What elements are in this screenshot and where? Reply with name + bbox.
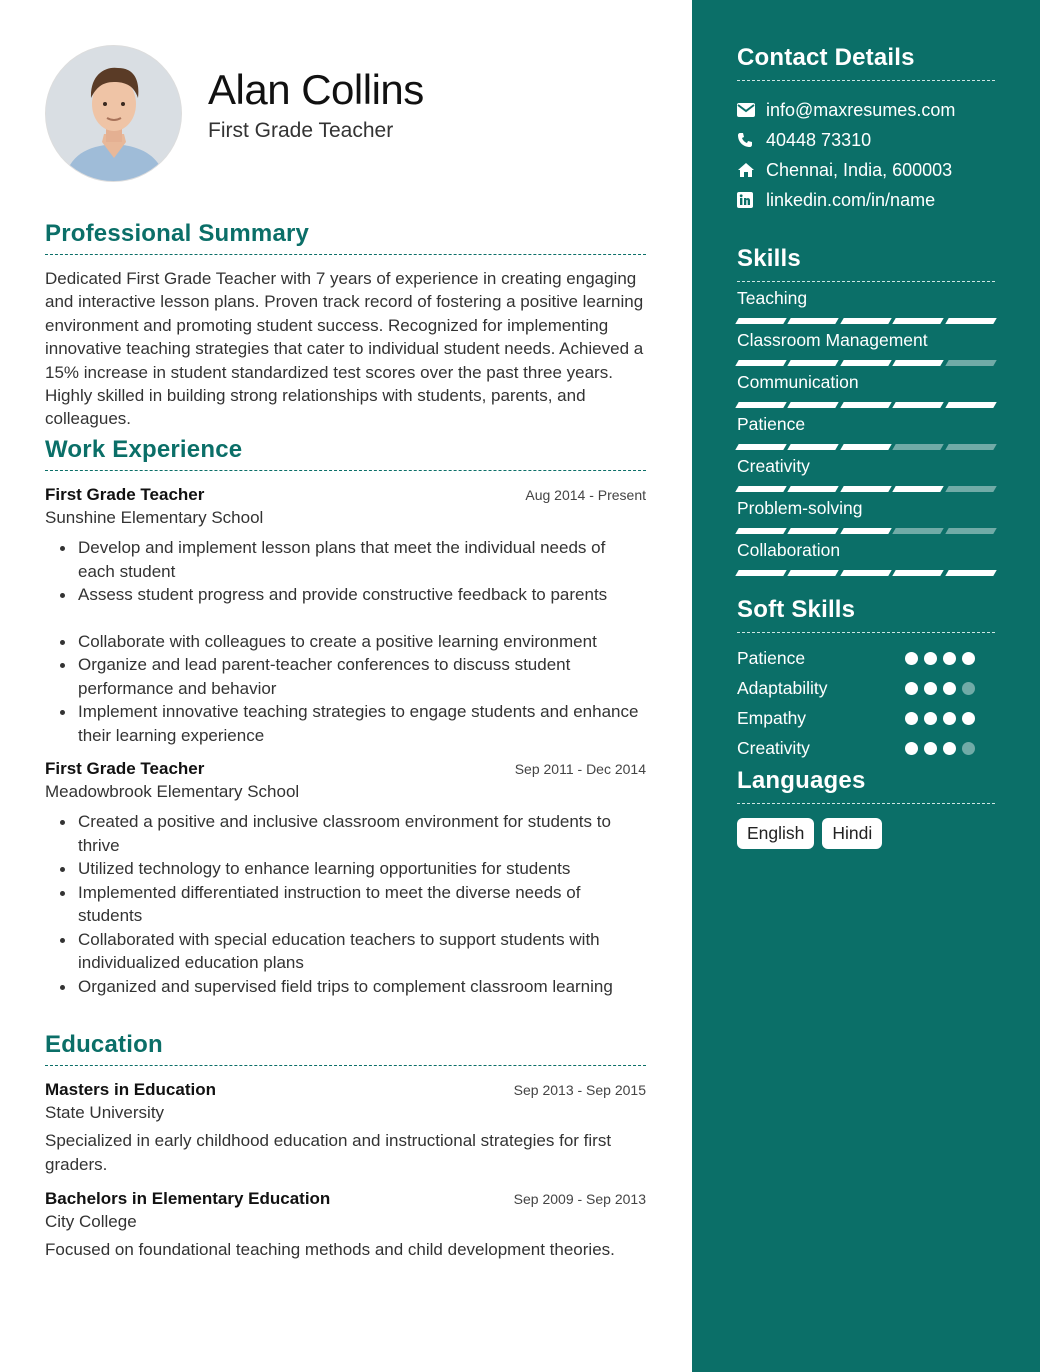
job-bullet: Implemented differentiated instruction to meet the diverse needs of students <box>45 881 646 928</box>
skill-level-segment <box>945 570 997 576</box>
summary-section <box>45 220 646 431</box>
skill-level-segment <box>892 360 944 366</box>
soft-skill-label: Empathy <box>737 707 807 728</box>
job-bullet: Assess student progress and provide constructive feedback to parents <box>45 583 646 607</box>
skill-level-segment <box>735 486 787 492</box>
job-bullets <box>45 536 646 747</box>
skill-level-segment <box>840 486 892 492</box>
contact-section <box>737 44 995 215</box>
soft-skill-item <box>737 703 995 733</box>
skill-level-bar <box>737 570 995 576</box>
job-bullet: Develop and implement lesson plans that meet the individual needs of each student <box>45 536 646 583</box>
skill-level-bar <box>737 486 995 492</box>
contact-phone[interactable] <box>737 125 995 155</box>
skill-level-bar <box>737 318 995 324</box>
email-text: info@maxresumes.com <box>766 99 956 120</box>
school-name: State University <box>45 1103 165 1122</box>
phone-text: 40448 73310 <box>766 129 872 150</box>
job-entry <box>45 759 646 998</box>
job-entry <box>45 485 646 747</box>
soft-skill-label: Creativity <box>737 737 810 758</box>
job-bullet: Implement innovative teaching strategies to engage students and enhance their learning experience <box>45 700 646 747</box>
skills-heading: Skills <box>737 245 995 282</box>
contact-linkedin[interactable] <box>737 185 995 215</box>
skill-item <box>737 414 995 450</box>
soft-skill-label: Adaptability <box>737 677 828 698</box>
skill-item <box>737 498 995 534</box>
skill-level-bar <box>737 444 995 450</box>
languages-section <box>737 767 995 849</box>
soft-skill-item <box>737 673 995 703</box>
candidate-title: First Grade Teacher <box>208 119 394 142</box>
skill-level-segment <box>945 402 997 408</box>
job-bullet: Created a positive and inclusive classroom environment for students to thrive <box>45 810 646 857</box>
education-section <box>45 1031 646 1262</box>
skill-level-segment <box>735 318 787 324</box>
skill-level-segment <box>788 528 840 534</box>
education-description: Focused on foundational teaching methods and child development theories. <box>45 1240 615 1259</box>
linkedin-icon <box>737 192 766 208</box>
envelope-icon <box>737 103 766 117</box>
skill-level-segment <box>892 444 944 450</box>
skill-level-segment <box>945 360 997 366</box>
rating-dot <box>962 712 975 725</box>
skill-item <box>737 330 995 366</box>
skill-label: Patience <box>737 414 806 434</box>
profile-photo <box>45 45 182 182</box>
skill-level-segment <box>892 318 944 324</box>
linkedin-text: linkedin.com/in/name <box>766 189 936 210</box>
candidate-name: Alan Collins <box>208 66 424 113</box>
skills-section <box>737 245 995 576</box>
address-text: Chennai, India, 600003 <box>766 159 953 180</box>
skill-label: Teaching <box>737 288 808 308</box>
skill-level-segment <box>788 570 840 576</box>
skill-level-segment <box>735 402 787 408</box>
skill-label: Problem-solving <box>737 498 863 518</box>
home-icon <box>737 162 766 178</box>
skill-level-segment <box>788 402 840 408</box>
rating-dot <box>924 652 937 665</box>
sidebar <box>692 0 1040 1372</box>
rating-dot <box>924 742 937 755</box>
skill-level-segment <box>945 444 997 450</box>
job-bullet: Utilized technology to enhance learning opportunities for students <box>45 857 646 881</box>
skill-label: Communication <box>737 372 859 392</box>
contact-email[interactable] <box>737 95 995 125</box>
skill-level-segment <box>788 486 840 492</box>
language-tag: Hindi <box>822 818 882 849</box>
soft-skill-rating <box>905 652 975 665</box>
rating-dot <box>943 742 956 755</box>
rating-dot <box>905 742 918 755</box>
skill-level-segment <box>735 570 787 576</box>
skill-level-bar <box>737 360 995 366</box>
rating-dot <box>943 652 956 665</box>
skill-label: Collaboration <box>737 540 841 560</box>
soft-skill-rating <box>905 712 975 725</box>
rating-dot <box>905 712 918 725</box>
skill-level-segment <box>945 528 997 534</box>
rating-dot <box>905 652 918 665</box>
skill-label: Classroom Management <box>737 330 928 350</box>
skill-level-segment <box>840 360 892 366</box>
education-heading: Education <box>45 1031 646 1066</box>
contact-heading: Contact Details <box>737 44 995 81</box>
skill-item <box>737 540 995 576</box>
job-date: Sep 2011 - Dec 2014 <box>514 761 646 777</box>
rating-dot <box>924 682 937 695</box>
rating-dot <box>905 682 918 695</box>
skill-level-segment <box>892 570 944 576</box>
skill-item <box>737 372 995 408</box>
job-date: Aug 2014 - Present <box>525 487 646 503</box>
rating-dot <box>962 652 975 665</box>
school-name: City College <box>45 1212 137 1231</box>
summary-text: Dedicated First Grade Teacher with 7 years of experience in creating engaging and interactive lesson plans. Proven track record of fostering a positive learning environment and promoting student success. Recognized for implementing innovative teaching strategies that cater to individual student needs. Achieved a 15% increase in student standardized test scores over the past three years. Highly skilled in building strong relationships with students, parents, and colleagues. <box>45 269 644 429</box>
soft-skill-rating <box>905 682 975 695</box>
job-bullet: Organize and lead parent-teacher conferences to discuss student performance and behavior <box>45 653 646 700</box>
skill-level-bar <box>737 528 995 534</box>
skill-level-segment <box>892 528 944 534</box>
phone-icon <box>737 132 766 148</box>
soft-skill-item <box>737 733 995 763</box>
job-bullet: Collaborated with special education teachers to support students with individualized education plans <box>45 928 646 975</box>
education-date: Sep 2009 - Sep 2013 <box>513 1191 646 1207</box>
skill-level-segment <box>840 402 892 408</box>
skill-level-segment <box>788 444 840 450</box>
education-entry <box>45 1189 646 1262</box>
soft-skill-rating <box>905 742 975 755</box>
skill-level-segment <box>735 360 787 366</box>
skill-label: Creativity <box>737 456 810 476</box>
rating-dot <box>962 742 975 755</box>
skill-level-segment <box>840 444 892 450</box>
soft-skill-item <box>737 643 995 673</box>
rating-dot <box>924 712 937 725</box>
skill-level-segment <box>892 486 944 492</box>
contact-address <box>737 155 995 185</box>
degree-title: Masters in Education <box>45 1080 216 1099</box>
skill-level-segment <box>735 444 787 450</box>
work-heading: Work Experience <box>45 436 646 471</box>
work-section <box>45 436 646 998</box>
languages-heading: Languages <box>737 767 995 804</box>
skill-level-segment <box>840 570 892 576</box>
skill-level-segment <box>788 360 840 366</box>
soft-skills-heading: Soft Skills <box>737 596 995 633</box>
skill-item <box>737 288 995 324</box>
education-entry <box>45 1080 646 1177</box>
job-bullet: Organized and supervised field trips to complement classroom learning <box>45 975 646 999</box>
skill-level-bar <box>737 402 995 408</box>
job-title: First Grade Teacher <box>45 485 205 504</box>
job-employer: Sunshine Elementary School <box>45 508 264 527</box>
soft-skill-label: Patience <box>737 647 806 668</box>
job-bullet: Collaborate with colleagues to create a positive learning environment <box>45 630 646 654</box>
skill-level-segment <box>892 402 944 408</box>
rating-dot <box>943 682 956 695</box>
skill-level-segment <box>735 528 787 534</box>
job-bullets <box>45 810 646 998</box>
summary-heading: Professional Summary <box>45 220 646 255</box>
soft-skills-section <box>737 596 995 763</box>
education-description: Specialized in early childhood education and instructional strategies for first graders. <box>45 1131 612 1174</box>
skill-level-segment <box>945 486 997 492</box>
job-title: First Grade Teacher <box>45 759 205 778</box>
language-tag: English <box>737 818 814 849</box>
skill-level-segment <box>840 528 892 534</box>
skill-level-segment <box>788 318 840 324</box>
rating-dot <box>962 682 975 695</box>
skill-level-segment <box>840 318 892 324</box>
degree-title: Bachelors in Elementary Education <box>45 1189 331 1208</box>
job-employer: Meadowbrook Elementary School <box>45 782 300 801</box>
skill-level-segment <box>945 318 997 324</box>
skill-item <box>737 456 995 492</box>
rating-dot <box>943 712 956 725</box>
education-date: Sep 2013 - Sep 2015 <box>513 1082 646 1098</box>
